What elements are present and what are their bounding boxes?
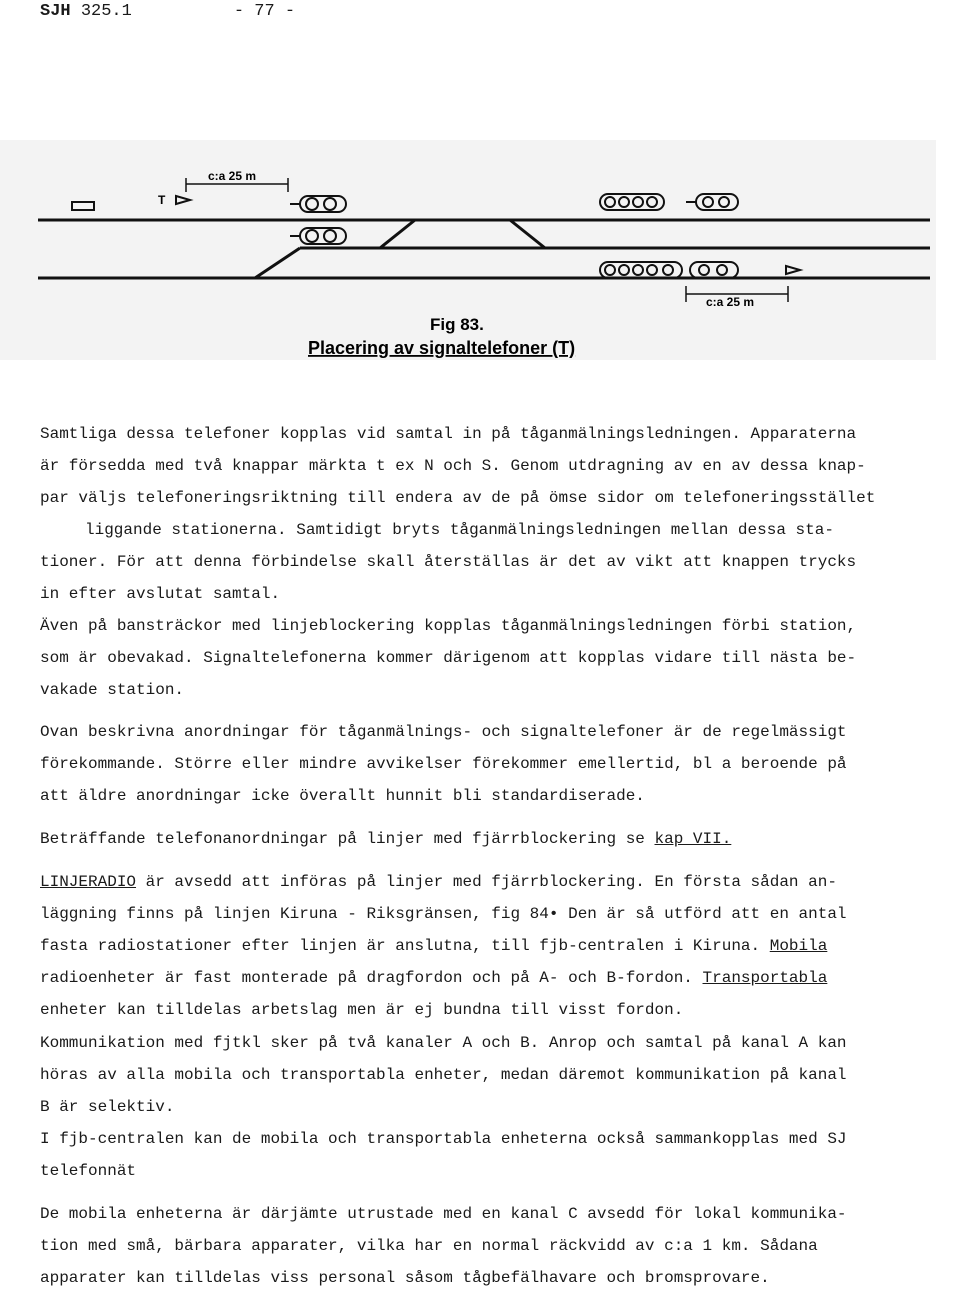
p5-line-2: läggning finns på linjen Kiruna - Riksgränsen, fig 84• Den är så utförd att en antal: [40, 905, 847, 923]
figure-number: Fig 83.: [430, 315, 484, 334]
p3-line-3: att äldre anordningar icke överallt hunnit bli standardiserade.: [40, 787, 645, 805]
p1-line-1: Samtliga dessa telefoner kopplas vid samtal in på tåganmälningsledningen. Apparaterna: [40, 425, 857, 443]
figure-caption: Placering av signaltelefoner (T): [308, 338, 576, 358]
p8-line-1: De mobila enheterna är därjämte utrustade med en kanal C avsedd för lokal kommunika-: [40, 1205, 847, 1223]
p6-line-1: Kommunikation med fjtkl sker på två kanaler A och B. Anrop och samtal på kanal A kan: [40, 1034, 847, 1052]
distance-bottom-label: c:a 25 m: [706, 295, 755, 309]
p1-line-6: in efter avslutat samtal.: [40, 585, 281, 603]
p3-line-2: förekommande. Större eller mindre avvikelser förekommer emellertid, bl a beroende på: [40, 755, 847, 773]
linjeradio-heading: LINJERADIO: [40, 873, 137, 891]
distance-top-label: c:a 25 m: [208, 169, 257, 183]
page-header: [40, 2, 295, 21]
p5-line-4: [40, 968, 827, 988]
doc-code: SJH: [40, 2, 71, 21]
p5-line-3-text: fasta radiostationer efter linjen är anslutna, till fjb-centralen i Kiruna.: [40, 937, 770, 955]
p1-line-5: tioner. För att denna förbindelse skall återställas är det av vikt att knappen trycks: [40, 553, 857, 571]
p2-line-3: vakade station.: [40, 681, 185, 699]
p8-line-3: apparater kan tilldelas viss personal såsom tågbefälhavare och bromsprovare.: [40, 1269, 770, 1287]
p6-line-2: höras av alla mobila och transportabla enheter, medan däremot kommunikation på kanal: [40, 1066, 847, 1084]
p7-line-1: I fjb-centralen kan de mobila och transportabla enheterna också sammankopplas med SJ: [40, 1130, 847, 1148]
transportabla-term: Transportabla: [702, 969, 828, 987]
telephone-t-label: T: [158, 193, 166, 207]
p5-line-4-text: radioenheter är fast monterade på dragfordon och på A- och B-fordon.: [40, 969, 703, 987]
kap-vii-link[interactable]: kap VII.: [654, 830, 732, 848]
signal-telephone-diagram: [0, 140, 936, 360]
p1-line-2: är försedda med två knappar märkta t ex N och S. Genom utdragning av en av dessa knap-: [40, 457, 866, 475]
p2-line-1: Även på bansträckor med linjeblockering kopplas tåganmälningsledningen förbi station,: [40, 617, 857, 635]
p1-line-4: liggande stationerna. Samtidigt bryts tåganmälningsledningen mellan dessa sta-: [85, 521, 834, 539]
p7-line-2: telefonnät: [40, 1162, 137, 1180]
p2-line-2: som är obevakad. Signaltelefonerna kommer därigenom att kopplas vidare till nästa be-: [40, 649, 857, 667]
mobila-term: Mobila: [769, 937, 828, 955]
doc-number: 325.1: [80, 2, 132, 21]
p3-line-1: Ovan beskrivna anordningar för tåganmälnings- och signaltelefoner är de regelmässigt: [40, 723, 847, 741]
p4-text: Beträffande telefonanordningar på linjer med fjärrblockering se: [40, 830, 655, 848]
p5-line-3: [40, 936, 827, 956]
page-number: - 77 -: [233, 2, 296, 21]
p1-line-3: par väljs telefoneringsriktning till endera av de på ömse sidor om telefoneringsstället: [40, 489, 876, 507]
p5-line-5: enheter kan tilldelas arbetslag men är ej bundna till visst fordon.: [40, 1001, 684, 1019]
p5-line-1: [40, 872, 837, 892]
p8-line-2: tion med små, bärbara apparater, vilka har en normal räckvidd av c:a 1 km. Sådana: [40, 1237, 818, 1255]
p5-line-1-text: är avsedd att införas på linjer med fjärrblockering. En första sådan an-: [136, 873, 837, 891]
p4-line-1: [40, 829, 731, 849]
p6-line-3: B är selektiv.: [40, 1098, 175, 1116]
